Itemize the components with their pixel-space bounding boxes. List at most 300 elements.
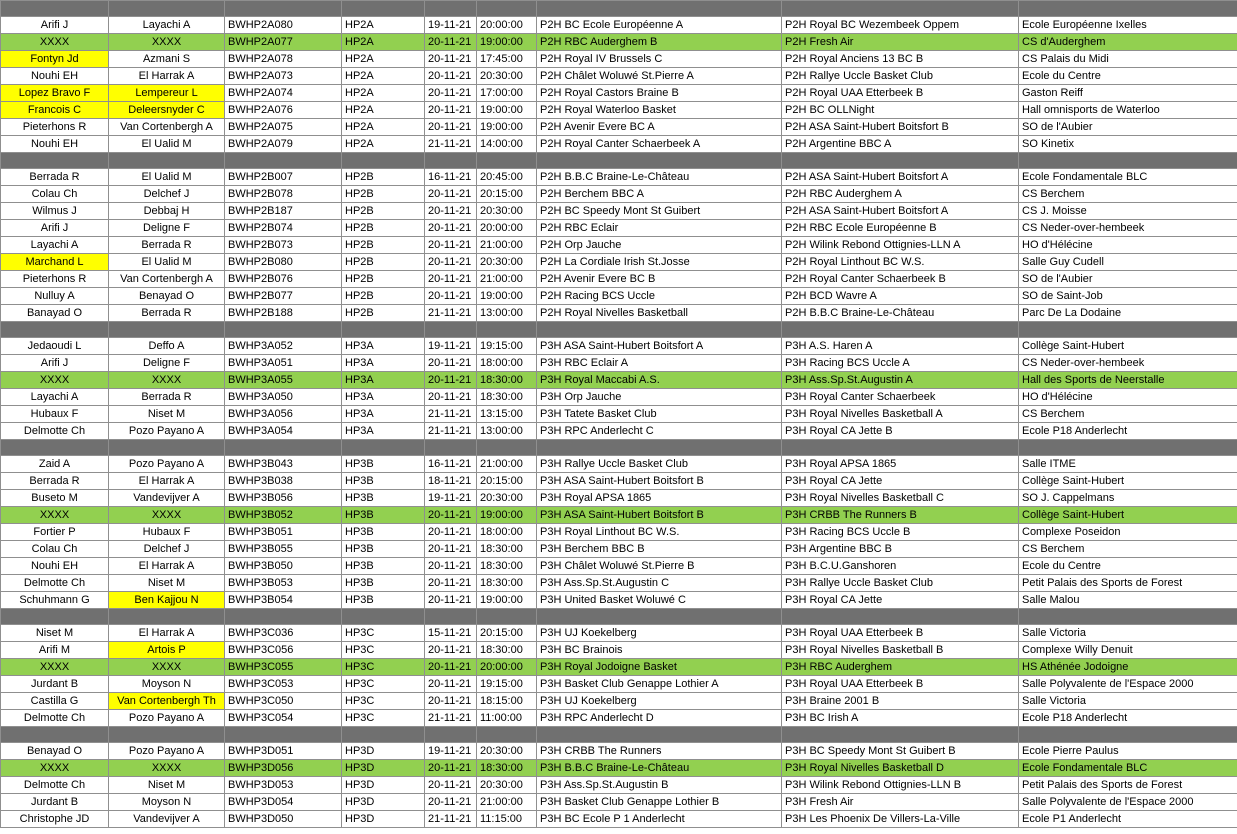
home-team-cell[interactable]: P3H Ass.Sp.St.Augustin B — [537, 777, 782, 794]
time-cell[interactable]: 17:00:00 — [477, 85, 537, 102]
home-team-cell[interactable]: P3H B.B.C Braine-Le-Château — [537, 760, 782, 777]
referee-2-cell[interactable]: El Harrak A — [109, 558, 225, 575]
match-code-cell[interactable]: BWHP3B052 — [225, 507, 342, 524]
referee-2-cell[interactable]: El Ualid M — [109, 136, 225, 153]
time-cell[interactable]: 18:30:00 — [477, 372, 537, 389]
venue-cell[interactable]: Ecole P18 Anderlecht — [1019, 423, 1237, 440]
referee-1-cell[interactable]: Delmotte Ch — [1, 575, 109, 592]
match-code-cell[interactable]: BWHP3A056 — [225, 406, 342, 423]
time-cell[interactable]: 20:00:00 — [477, 220, 537, 237]
separator-cell[interactable] — [782, 609, 1019, 625]
away-team-cell[interactable]: P2H RBC Ecole Européenne B — [782, 220, 1019, 237]
separator-cell[interactable] — [1019, 727, 1237, 743]
venue-cell[interactable]: Hall des Sports de Neerstalle — [1019, 372, 1237, 389]
away-team-cell[interactable]: P2H BCD Wavre A — [782, 288, 1019, 305]
date-cell[interactable]: 20-11-21 — [425, 51, 477, 68]
time-cell[interactable]: 18:30:00 — [477, 558, 537, 575]
referee-1-cell[interactable]: Pieterhons R — [1, 271, 109, 288]
venue-cell[interactable]: Ecole du Centre — [1019, 68, 1237, 85]
separator-cell[interactable] — [1, 727, 109, 743]
referee-1-cell[interactable]: Fontyn Jd — [1, 51, 109, 68]
referee-1-cell[interactable]: Banayad O — [1, 305, 109, 322]
division-cell[interactable]: HP2B — [342, 220, 425, 237]
date-cell[interactable]: 20-11-21 — [425, 85, 477, 102]
away-team-cell[interactable]: P2H ASA Saint-Hubert Boitsfort A — [782, 169, 1019, 186]
date-cell[interactable]: 20-11-21 — [425, 507, 477, 524]
referee-2-cell[interactable]: Niset M — [109, 575, 225, 592]
referee-2-cell[interactable]: Moyson N — [109, 794, 225, 811]
date-cell[interactable]: 20-11-21 — [425, 372, 477, 389]
separator-cell[interactable] — [425, 1, 477, 17]
division-cell[interactable]: HP3C — [342, 659, 425, 676]
date-cell[interactable]: 20-11-21 — [425, 575, 477, 592]
referee-1-cell[interactable]: Delmotte Ch — [1, 423, 109, 440]
date-cell[interactable]: 21-11-21 — [425, 811, 477, 828]
home-team-cell[interactable]: P3H Rallye Uccle Basket Club — [537, 456, 782, 473]
division-cell[interactable]: HP2A — [342, 51, 425, 68]
venue-cell[interactable]: Collège Saint-Hubert — [1019, 338, 1237, 355]
venue-cell[interactable]: Gaston Reiff — [1019, 85, 1237, 102]
match-code-cell[interactable]: BWHP2A079 — [225, 136, 342, 153]
date-cell[interactable]: 21-11-21 — [425, 710, 477, 727]
venue-cell[interactable]: Ecole du Centre — [1019, 558, 1237, 575]
date-cell[interactable]: 21-11-21 — [425, 406, 477, 423]
division-cell[interactable]: HP3D — [342, 743, 425, 760]
date-cell[interactable]: 20-11-21 — [425, 642, 477, 659]
away-team-cell[interactable]: P3H Rallye Uccle Basket Club — [782, 575, 1019, 592]
referee-1-cell[interactable]: Pieterhons R — [1, 119, 109, 136]
home-team-cell[interactable]: P3H Tatete Basket Club — [537, 406, 782, 423]
match-code-cell[interactable]: BWHP2B007 — [225, 169, 342, 186]
venue-cell[interactable]: Collège Saint-Hubert — [1019, 473, 1237, 490]
referee-1-cell[interactable]: Hubaux F — [1, 406, 109, 423]
date-cell[interactable]: 20-11-21 — [425, 558, 477, 575]
time-cell[interactable]: 11:00:00 — [477, 710, 537, 727]
match-code-cell[interactable]: BWHP2A078 — [225, 51, 342, 68]
date-cell[interactable]: 20-11-21 — [425, 659, 477, 676]
referee-1-cell[interactable]: XXXX — [1, 507, 109, 524]
referee-2-cell[interactable]: Debbaj H — [109, 203, 225, 220]
away-team-cell[interactable]: P3H Racing BCS Uccle B — [782, 524, 1019, 541]
match-code-cell[interactable]: BWHP2B080 — [225, 254, 342, 271]
separator-cell[interactable] — [225, 440, 342, 456]
time-cell[interactable]: 13:00:00 — [477, 423, 537, 440]
match-code-cell[interactable]: BWHP3D051 — [225, 743, 342, 760]
time-cell[interactable]: 21:00:00 — [477, 237, 537, 254]
date-cell[interactable]: 20-11-21 — [425, 68, 477, 85]
match-code-cell[interactable]: BWHP3C050 — [225, 693, 342, 710]
match-code-cell[interactable]: BWHP3D053 — [225, 777, 342, 794]
match-code-cell[interactable]: BWHP2B187 — [225, 203, 342, 220]
referee-2-cell[interactable]: XXXX — [109, 659, 225, 676]
division-cell[interactable]: HP3C — [342, 676, 425, 693]
separator-cell[interactable] — [225, 153, 342, 169]
separator-cell[interactable] — [225, 1, 342, 17]
home-team-cell[interactable]: P3H Royal APSA 1865 — [537, 490, 782, 507]
home-team-cell[interactable]: P2H B.B.C Braine-Le-Château — [537, 169, 782, 186]
venue-cell[interactable]: Ecole Pierre Paulus — [1019, 743, 1237, 760]
match-code-cell[interactable]: BWHP2B074 — [225, 220, 342, 237]
venue-cell[interactable]: Complexe Willy Denuit — [1019, 642, 1237, 659]
time-cell[interactable]: 19:15:00 — [477, 338, 537, 355]
time-cell[interactable]: 19:00:00 — [477, 119, 537, 136]
date-cell[interactable]: 20-11-21 — [425, 119, 477, 136]
venue-cell[interactable]: Salle Malou — [1019, 592, 1237, 609]
referee-2-cell[interactable]: Moyson N — [109, 676, 225, 693]
venue-cell[interactable]: Ecole Fondamentale BLC — [1019, 760, 1237, 777]
away-team-cell[interactable]: P3H Royal UAA Etterbeek B — [782, 625, 1019, 642]
time-cell[interactable]: 19:00:00 — [477, 34, 537, 51]
referee-1-cell[interactable]: Delmotte Ch — [1, 710, 109, 727]
referee-2-cell[interactable]: El Harrak A — [109, 68, 225, 85]
away-team-cell[interactable]: P2H RBC Auderghem A — [782, 186, 1019, 203]
referee-1-cell[interactable]: Colau Ch — [1, 541, 109, 558]
home-team-cell[interactable]: P3H BC Brainois — [537, 642, 782, 659]
referee-1-cell[interactable]: Benayad O — [1, 743, 109, 760]
venue-cell[interactable]: CS Neder-over-hembeek — [1019, 355, 1237, 372]
referee-2-cell[interactable]: Layachi A — [109, 17, 225, 34]
time-cell[interactable]: 19:00:00 — [477, 507, 537, 524]
match-code-cell[interactable]: BWHP3D050 — [225, 811, 342, 828]
away-team-cell[interactable]: P2H Royal Canter Schaerbeek B — [782, 271, 1019, 288]
match-code-cell[interactable]: BWHP3D054 — [225, 794, 342, 811]
separator-cell[interactable] — [1019, 440, 1237, 456]
home-team-cell[interactable]: P2H La Cordiale Irish St.Josse — [537, 254, 782, 271]
venue-cell[interactable]: SO de l'Aubier — [1019, 119, 1237, 136]
division-cell[interactable]: HP2A — [342, 34, 425, 51]
referee-1-cell[interactable]: Castilla G — [1, 693, 109, 710]
division-cell[interactable]: HP2B — [342, 288, 425, 305]
referee-1-cell[interactable]: Delmotte Ch — [1, 777, 109, 794]
match-code-cell[interactable]: BWHP3C036 — [225, 625, 342, 642]
separator-cell[interactable] — [537, 322, 782, 338]
separator-cell[interactable] — [477, 153, 537, 169]
referee-2-cell[interactable]: Van Cortenbergh A — [109, 271, 225, 288]
away-team-cell[interactable]: P3H Royal UAA Etterbeek B — [782, 676, 1019, 693]
referee-1-cell[interactable]: Buseto M — [1, 490, 109, 507]
division-cell[interactable]: HP3D — [342, 794, 425, 811]
separator-cell[interactable] — [109, 440, 225, 456]
referee-1-cell[interactable]: Niset M — [1, 625, 109, 642]
referee-1-cell[interactable]: Jedaoudi L — [1, 338, 109, 355]
division-cell[interactable]: HP3B — [342, 507, 425, 524]
date-cell[interactable]: 19-11-21 — [425, 490, 477, 507]
separator-cell[interactable] — [1, 1, 109, 17]
referee-2-cell[interactable]: XXXX — [109, 760, 225, 777]
time-cell[interactable]: 19:15:00 — [477, 676, 537, 693]
date-cell[interactable]: 20-11-21 — [425, 271, 477, 288]
division-cell[interactable]: HP2A — [342, 68, 425, 85]
division-cell[interactable]: HP3A — [342, 389, 425, 406]
home-team-cell[interactable]: P3H BC Ecole P 1 Anderlecht — [537, 811, 782, 828]
separator-cell[interactable] — [782, 440, 1019, 456]
date-cell[interactable]: 20-11-21 — [425, 389, 477, 406]
referee-1-cell[interactable]: Zaid A — [1, 456, 109, 473]
home-team-cell[interactable]: P2H Royal IV Brussels C — [537, 51, 782, 68]
venue-cell[interactable]: Salle Victoria — [1019, 693, 1237, 710]
division-cell[interactable]: HP3A — [342, 372, 425, 389]
separator-cell[interactable] — [109, 322, 225, 338]
date-cell[interactable]: 20-11-21 — [425, 203, 477, 220]
division-cell[interactable]: HP3D — [342, 777, 425, 794]
date-cell[interactable]: 20-11-21 — [425, 693, 477, 710]
separator-cell[interactable] — [477, 727, 537, 743]
division-cell[interactable]: HP3A — [342, 423, 425, 440]
separator-cell[interactable] — [1019, 322, 1237, 338]
match-code-cell[interactable]: BWHP3B051 — [225, 524, 342, 541]
away-team-cell[interactable]: P3H Royal APSA 1865 — [782, 456, 1019, 473]
venue-cell[interactable]: CS d'Auderghem — [1019, 34, 1237, 51]
referee-2-cell[interactable]: Berrada R — [109, 237, 225, 254]
time-cell[interactable]: 18:00:00 — [477, 524, 537, 541]
date-cell[interactable]: 16-11-21 — [425, 456, 477, 473]
referee-1-cell[interactable]: Layachi A — [1, 389, 109, 406]
separator-cell[interactable] — [477, 322, 537, 338]
separator-cell[interactable] — [425, 153, 477, 169]
time-cell[interactable]: 20:30:00 — [477, 490, 537, 507]
date-cell[interactable]: 20-11-21 — [425, 102, 477, 119]
match-code-cell[interactable]: BWHP3B054 — [225, 592, 342, 609]
date-cell[interactable]: 20-11-21 — [425, 355, 477, 372]
venue-cell[interactable]: CS Palais du Midi — [1019, 51, 1237, 68]
referee-1-cell[interactable]: Arifi M — [1, 642, 109, 659]
referee-1-cell[interactable]: Berrada R — [1, 169, 109, 186]
match-code-cell[interactable]: BWHP3A051 — [225, 355, 342, 372]
home-team-cell[interactable]: P3H ASA Saint-Hubert Boitsfort B — [537, 473, 782, 490]
home-team-cell[interactable]: P2H RBC Eclair — [537, 220, 782, 237]
separator-cell[interactable] — [1, 322, 109, 338]
division-cell[interactable]: HP3C — [342, 642, 425, 659]
referee-1-cell[interactable]: Francois C — [1, 102, 109, 119]
division-cell[interactable]: HP2B — [342, 169, 425, 186]
home-team-cell[interactable]: P2H Royal Castors Braine B — [537, 85, 782, 102]
venue-cell[interactable]: Salle Guy Cudell — [1019, 254, 1237, 271]
match-code-cell[interactable]: BWHP3D056 — [225, 760, 342, 777]
match-code-cell[interactable]: BWHP3B055 — [225, 541, 342, 558]
match-code-cell[interactable]: BWHP3A055 — [225, 372, 342, 389]
division-cell[interactable]: HP2B — [342, 254, 425, 271]
away-team-cell[interactable]: P3H Argentine BBC B — [782, 541, 1019, 558]
separator-cell[interactable] — [477, 1, 537, 17]
home-team-cell[interactable]: P2H Avenir Evere BC B — [537, 271, 782, 288]
division-cell[interactable]: HP3B — [342, 592, 425, 609]
referee-2-cell[interactable]: Hubaux F — [109, 524, 225, 541]
date-cell[interactable]: 20-11-21 — [425, 794, 477, 811]
date-cell[interactable]: 20-11-21 — [425, 254, 477, 271]
venue-cell[interactable]: Petit Palais des Sports de Forest — [1019, 575, 1237, 592]
time-cell[interactable]: 20:30:00 — [477, 203, 537, 220]
venue-cell[interactable]: SO de l'Aubier — [1019, 271, 1237, 288]
referee-1-cell[interactable]: XXXX — [1, 659, 109, 676]
time-cell[interactable]: 21:00:00 — [477, 794, 537, 811]
referee-1-cell[interactable]: Colau Ch — [1, 186, 109, 203]
away-team-cell[interactable]: P2H Wilink Rebond Ottignies-LLN A — [782, 237, 1019, 254]
time-cell[interactable]: 21:00:00 — [477, 271, 537, 288]
referee-1-cell[interactable]: Schuhmann G — [1, 592, 109, 609]
home-team-cell[interactable]: P3H Basket Club Genappe Lothier B — [537, 794, 782, 811]
separator-cell[interactable] — [342, 440, 425, 456]
match-code-cell[interactable]: BWHP2B073 — [225, 237, 342, 254]
referee-1-cell[interactable]: Nulluy A — [1, 288, 109, 305]
division-cell[interactable]: HP3B — [342, 558, 425, 575]
separator-cell[interactable] — [225, 727, 342, 743]
referee-2-cell[interactable]: Niset M — [109, 406, 225, 423]
referee-2-cell[interactable]: Niset M — [109, 777, 225, 794]
referee-1-cell[interactable]: Layachi A — [1, 237, 109, 254]
venue-cell[interactable]: HS Athénée Jodoigne — [1019, 659, 1237, 676]
home-team-cell[interactable]: P3H ASA Saint-Hubert Boitsfort B — [537, 507, 782, 524]
away-team-cell[interactable]: P2H BC OLLNight — [782, 102, 1019, 119]
division-cell[interactable]: HP2B — [342, 305, 425, 322]
venue-cell[interactable]: Petit Palais des Sports de Forest — [1019, 777, 1237, 794]
match-code-cell[interactable]: BWHP2B076 — [225, 271, 342, 288]
referee-2-cell[interactable]: Pozo Payano A — [109, 743, 225, 760]
venue-cell[interactable]: Collège Saint-Hubert — [1019, 507, 1237, 524]
away-team-cell[interactable]: P3H Royal Canter Schaerbeek — [782, 389, 1019, 406]
referee-2-cell[interactable]: Van Cortenbergh Th — [109, 693, 225, 710]
match-code-cell[interactable]: BWHP2A080 — [225, 17, 342, 34]
time-cell[interactable]: 20:30:00 — [477, 743, 537, 760]
separator-cell[interactable] — [109, 609, 225, 625]
referee-2-cell[interactable]: Artois P — [109, 642, 225, 659]
separator-cell[interactable] — [537, 609, 782, 625]
division-cell[interactable]: HP2B — [342, 186, 425, 203]
home-team-cell[interactable]: P2H Châlet Woluwé St.Pierre A — [537, 68, 782, 85]
referee-2-cell[interactable]: Delchef J — [109, 541, 225, 558]
match-code-cell[interactable]: BWHP2A077 — [225, 34, 342, 51]
referee-2-cell[interactable]: XXXX — [109, 34, 225, 51]
home-team-cell[interactable]: P2H BC Speedy Mont St Guibert — [537, 203, 782, 220]
division-cell[interactable]: HP3A — [342, 355, 425, 372]
venue-cell[interactable]: HO d'Hélécine — [1019, 389, 1237, 406]
referee-1-cell[interactable]: Arifi J — [1, 220, 109, 237]
referee-2-cell[interactable]: XXXX — [109, 372, 225, 389]
separator-cell[interactable] — [537, 440, 782, 456]
division-cell[interactable]: HP2B — [342, 271, 425, 288]
separator-cell[interactable] — [782, 153, 1019, 169]
referee-2-cell[interactable]: El Ualid M — [109, 169, 225, 186]
away-team-cell[interactable]: P2H Rallye Uccle Basket Club — [782, 68, 1019, 85]
referee-1-cell[interactable]: Arifi J — [1, 355, 109, 372]
match-code-cell[interactable]: BWHP3C056 — [225, 642, 342, 659]
referee-1-cell[interactable]: Nouhi EH — [1, 136, 109, 153]
separator-cell[interactable] — [342, 153, 425, 169]
match-code-cell[interactable]: BWHP2A075 — [225, 119, 342, 136]
date-cell[interactable]: 21-11-21 — [425, 423, 477, 440]
separator-cell[interactable] — [537, 727, 782, 743]
venue-cell[interactable]: Ecole Européenne Ixelles — [1019, 17, 1237, 34]
home-team-cell[interactable]: P3H Royal Jodoigne Basket — [537, 659, 782, 676]
home-team-cell[interactable]: P2H Racing BCS Uccle — [537, 288, 782, 305]
away-team-cell[interactable]: P2H Royal BC Wezembeek Oppem — [782, 17, 1019, 34]
division-cell[interactable]: HP3D — [342, 811, 425, 828]
home-team-cell[interactable]: P3H UJ Koekelberg — [537, 625, 782, 642]
division-cell[interactable]: HP2A — [342, 17, 425, 34]
home-team-cell[interactable]: P3H ASA Saint-Hubert Boitsfort A — [537, 338, 782, 355]
away-team-cell[interactable]: P3H Royal Nivelles Basketball C — [782, 490, 1019, 507]
time-cell[interactable]: 18:30:00 — [477, 541, 537, 558]
time-cell[interactable]: 13:15:00 — [477, 406, 537, 423]
home-team-cell[interactable]: P2H Royal Canter Schaerbeek A — [537, 136, 782, 153]
referee-2-cell[interactable]: Vandevijver A — [109, 811, 225, 828]
time-cell[interactable]: 20:00:00 — [477, 659, 537, 676]
time-cell[interactable]: 18:00:00 — [477, 355, 537, 372]
venue-cell[interactable]: Ecole P18 Anderlecht — [1019, 710, 1237, 727]
date-cell[interactable]: 20-11-21 — [425, 777, 477, 794]
away-team-cell[interactable]: P3H CRBB The Runners B — [782, 507, 1019, 524]
time-cell[interactable]: 21:00:00 — [477, 456, 537, 473]
away-team-cell[interactable]: P3H Wilink Rebond Ottignies-LLN B — [782, 777, 1019, 794]
match-code-cell[interactable]: BWHP3B050 — [225, 558, 342, 575]
referee-1-cell[interactable]: Marchand L — [1, 254, 109, 271]
referee-2-cell[interactable]: Van Cortenbergh A — [109, 119, 225, 136]
time-cell[interactable]: 19:00:00 — [477, 592, 537, 609]
referee-2-cell[interactable]: Berrada R — [109, 305, 225, 322]
date-cell[interactable]: 20-11-21 — [425, 237, 477, 254]
venue-cell[interactable]: CS Berchem — [1019, 406, 1237, 423]
division-cell[interactable]: HP3A — [342, 338, 425, 355]
time-cell[interactable]: 19:00:00 — [477, 102, 537, 119]
division-cell[interactable]: HP2A — [342, 119, 425, 136]
away-team-cell[interactable]: P3H Ass.Sp.St.Augustin A — [782, 372, 1019, 389]
separator-cell[interactable] — [109, 153, 225, 169]
venue-cell[interactable]: SO Kinetix — [1019, 136, 1237, 153]
referee-1-cell[interactable]: Berrada R — [1, 473, 109, 490]
venue-cell[interactable]: CS Berchem — [1019, 541, 1237, 558]
separator-cell[interactable] — [425, 727, 477, 743]
away-team-cell[interactable]: P2H ASA Saint-Hubert Boitsfort B — [782, 119, 1019, 136]
referee-1-cell[interactable]: Arifi J — [1, 17, 109, 34]
time-cell[interactable]: 20:15:00 — [477, 625, 537, 642]
date-cell[interactable]: 20-11-21 — [425, 288, 477, 305]
separator-cell[interactable] — [477, 440, 537, 456]
separator-cell[interactable] — [1019, 609, 1237, 625]
separator-cell[interactable] — [477, 609, 537, 625]
referee-2-cell[interactable]: Deffo A — [109, 338, 225, 355]
separator-cell[interactable] — [109, 1, 225, 17]
separator-cell[interactable] — [1, 440, 109, 456]
division-cell[interactable]: HP3A — [342, 406, 425, 423]
match-code-cell[interactable]: BWHP2B188 — [225, 305, 342, 322]
separator-cell[interactable] — [782, 322, 1019, 338]
away-team-cell[interactable]: P3H BC Speedy Mont St Guibert B — [782, 743, 1019, 760]
separator-cell[interactable] — [1, 153, 109, 169]
time-cell[interactable]: 20:30:00 — [477, 777, 537, 794]
home-team-cell[interactable]: P2H Orp Jauche — [537, 237, 782, 254]
home-team-cell[interactable]: P3H United Basket Woluwé C — [537, 592, 782, 609]
date-cell[interactable]: 21-11-21 — [425, 305, 477, 322]
home-team-cell[interactable]: P3H Royal Linthout BC W.S. — [537, 524, 782, 541]
referee-1-cell[interactable]: Nouhi EH — [1, 68, 109, 85]
venue-cell[interactable]: Parc De La Dodaine — [1019, 305, 1237, 322]
referee-1-cell[interactable]: Nouhi EH — [1, 558, 109, 575]
away-team-cell[interactable]: P2H Royal Anciens 13 BC B — [782, 51, 1019, 68]
date-cell[interactable]: 19-11-21 — [425, 743, 477, 760]
division-cell[interactable]: HP3B — [342, 541, 425, 558]
separator-cell[interactable] — [782, 1, 1019, 17]
referee-2-cell[interactable]: Pozo Payano A — [109, 423, 225, 440]
away-team-cell[interactable]: P2H B.B.C Braine-Le-Château — [782, 305, 1019, 322]
home-team-cell[interactable]: P2H Royal Nivelles Basketball — [537, 305, 782, 322]
division-cell[interactable]: HP3D — [342, 760, 425, 777]
referee-2-cell[interactable]: Pozo Payano A — [109, 456, 225, 473]
time-cell[interactable]: 20:00:00 — [477, 17, 537, 34]
home-team-cell[interactable]: P2H Avenir Evere BC A — [537, 119, 782, 136]
match-code-cell[interactable]: BWHP3B043 — [225, 456, 342, 473]
date-cell[interactable]: 20-11-21 — [425, 676, 477, 693]
away-team-cell[interactable]: P3H Racing BCS Uccle A — [782, 355, 1019, 372]
date-cell[interactable]: 20-11-21 — [425, 592, 477, 609]
